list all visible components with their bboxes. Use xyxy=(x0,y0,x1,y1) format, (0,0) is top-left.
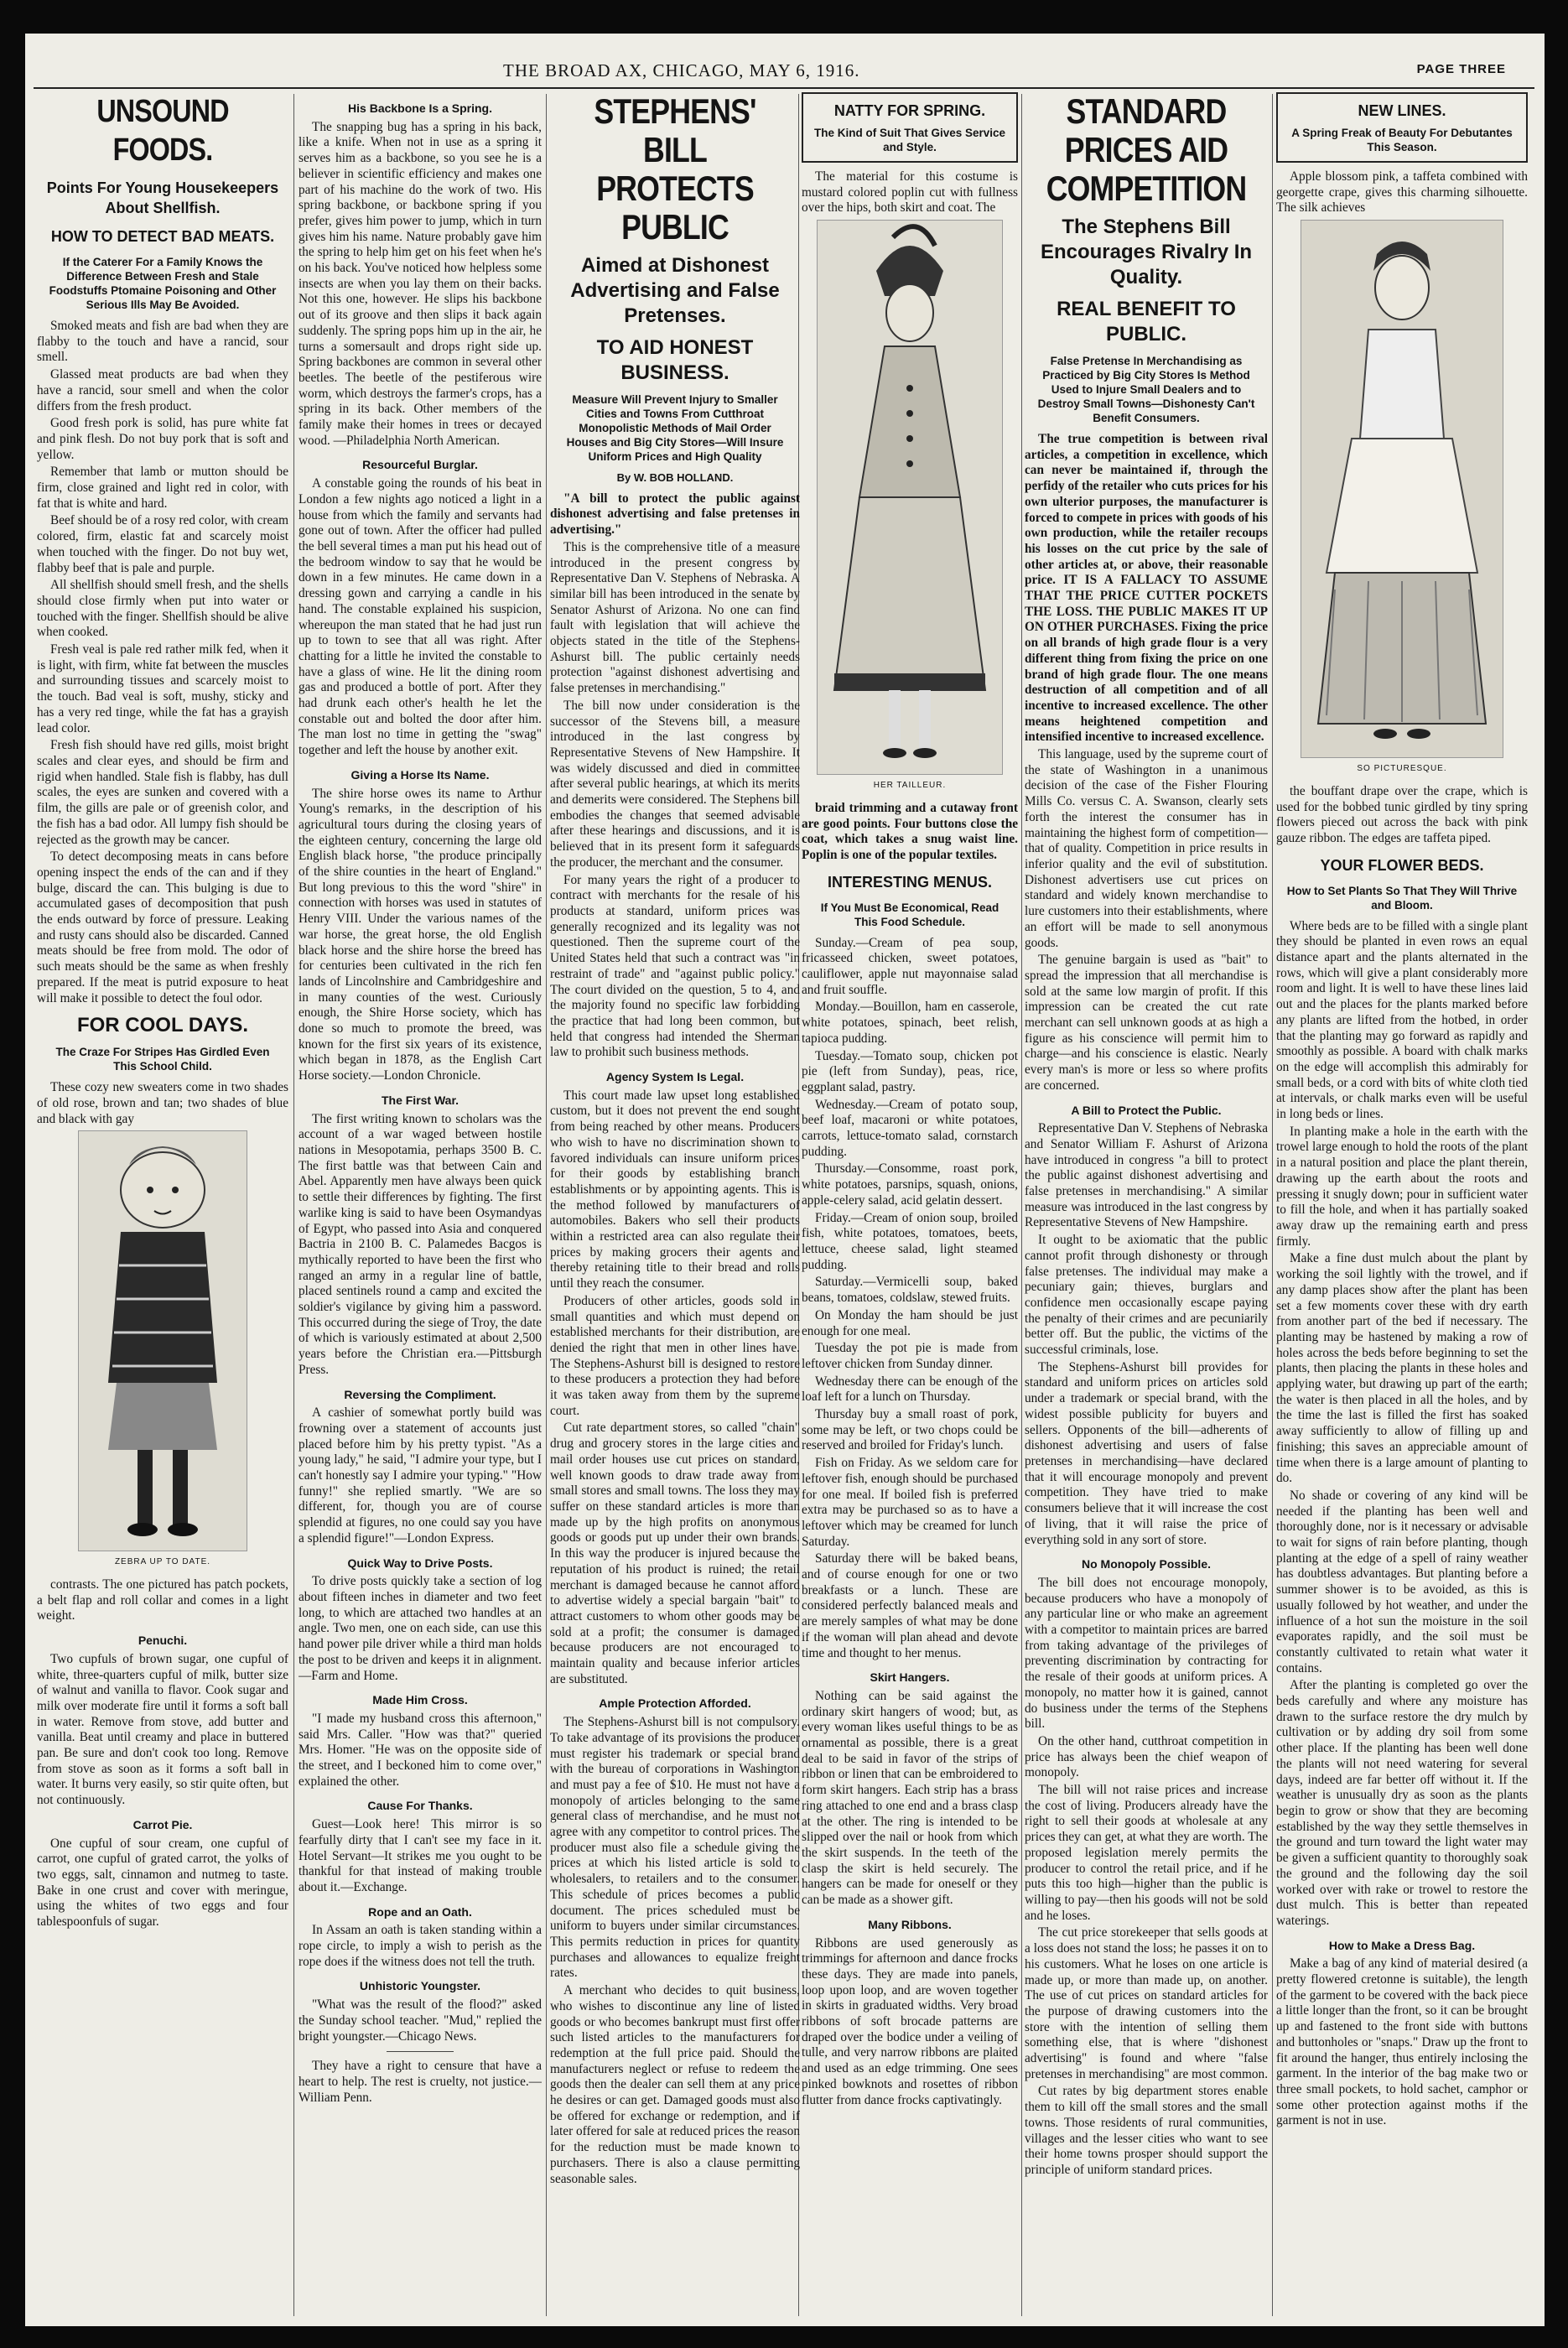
paragraph: Tuesday the pot pie is made from leftover chicken from Sunday dinner. xyxy=(802,1341,1018,1371)
masthead-rule xyxy=(34,87,1534,89)
item-text: A cashier of somewhat portly build was frowning over a statement of accounts just placed before him by his pretty typist. "As a young lady," he said, "I admire your type, but I can't honestly say I admire your typing." "How funny!" she replied smartly. "We are so different, for, though you are of course splendid at figures, no one could say you have a splendid figure!"—London Express. xyxy=(299,1405,542,1545)
headline-box xyxy=(802,92,1018,163)
menu-item: Saturday.—Vermicelli soup, baked beans, tomatoes, coldslaw, stewed fruits. xyxy=(802,1275,1018,1306)
paragraph: Cut rate department stores, so called "chain" drug and grocery stores in the large cities and mail order houses use cut prices on standard, well known goods to draw trade away from small stores and small towns. The loss they may suffer on these standard articles is more than made up by the high profits on anonymous goods or goods put up under their own brands. In this way the producer is injured because the reputation of his product is ruined; the retail merchant is damaged because he cannot afford to advertise widely a special bargain "bait" to attract customers to whom other goods may be sold at a profit; the consumer is damaged because producers are not encouraged to maintain quality and because inferior articles are substituted. xyxy=(550,1421,800,1686)
deck: A Spring Freak of Beauty For Debutantes This Season. xyxy=(1291,127,1513,153)
paragraph: Make a bag of any kind of material desired (a pretty flowered cretonne is suitable), the length of the garment to be covered with the back piece a little longer than the front, so it can be brought up and fastened to the front side with buttons and buttonholes or "snaps." Draw up the front to fit around the hanger, thus entirely inclosing the garment. In the interior of the bag make two or three small pockets, to hold sachet, camphor or some other protection against moths if the garment is not in use. xyxy=(1276,1956,1528,2128)
column-rule xyxy=(293,94,294,2316)
paragraph: Ribbons are used generously as trimmings for afternoon and dance frocks these days. They are made into panels, loop upon loop, and are woven together in skirts in graduated widths. Very broad ribbons of soft brocade patterns are draped over the bodice under a veiling of tulle, and very narrow ribbons are plaited and used as an edge trimming. One sees pinked bowknots and rosettes of ribbon flutter from dance frocks captivatingly. xyxy=(802,1935,1018,2107)
paragraph: On the other hand, cutthroat competition in price has always been the chief weapon of monopoly. xyxy=(1025,1733,1268,1780)
paragraph: For many years the right of a producer to contract with merchants for the resale of his products at standard, uniform prices was generally recognized and its legality was not questioned. Then the supreme court of the United States held that such a contract was "in restraint of trade" and "against public policy." The court divided on the question, 5 to 4, and the majority found no specific law forbidding the practice that had long been common, but held that congress had intended the Sherman law to prohibit such business methods. xyxy=(550,872,800,1060)
paragraph: Apple blossom pink, a taffeta combined with georgette crape, gives this charming silhouette. The silk achieves xyxy=(1276,169,1528,216)
deck: Measure Will Prevent Injury to Smaller Cities and Towns From Cutthroat Monopolistic Methods of Mail Order Houses and Big City Stores—Will Insure Uniform Prices and High Quality xyxy=(566,393,784,463)
deck: The Kind of Suit That Gives Service and Style. xyxy=(813,127,1006,153)
paragraph: The genuine bargain is used as "bait" to spread the impression that all merchandise is sold at the same low margin of profit. If this impression can be created the cut rate merchant can sell unknown goods at as high a figure as his conscience will permit him to charge—and his conscience is elastic. Nearly every man's is more or less so where profits are concerned. xyxy=(1025,953,1268,1093)
paragraph: The Stephens-Ashurst bill provides for standard and uniform prices on articles sold under a trademark or special brand, with the widest possible publicity for buyers and sellers. Opponents of the bill—adherents of dishonest advertising and users of false pretenses in merchandising—have declared that it will encourage monopoly and prevent competition. They have tried to make consumers believe that it will increase the cost of living, that it will raise the price of everything sold in any sort of store. xyxy=(1025,1359,1268,1547)
paragraph: The cut price storekeeper that sells goods at a loss does not stand the loss; he passes it on to his customers. What he loses on one article is made up, or more than made up, on another. The use of cut prices on standard articles for the purpose of drawing customers into the store with the intention of selling them something else, that is where "dishonest advertising" is found and where "false pretenses in merchandising" are most common. xyxy=(1025,1925,1268,2081)
paragraph: Make a fine dust mulch about the plant by working the soil lightly with the trowel, and if any damp places show after the plant has been set a few moments cover these with dry earth from another part of the bed if necessary. The planting may be hastened by making a row of holes across the beds before beginning to set the plants, then placing the plants in these holes and applying water, but drawing up part of the earth; the water is then placed in all the holes, and by the time the last is filled the first has soaked away sufficiently to allow of filling up and finishing; this saves an appreciable amount of time when there is a large amount of planting to do. xyxy=(1276,1251,1528,1486)
item-text: Guest—Look here! This mirror is so fearfully dirty that I can't see my face in it. Hotel Servant—It strikes me you ought to be thankful for that instead of making trouble about it.—Exchange. xyxy=(299,1817,542,1894)
recipe-text: One cupful of sour cream, one cupful of carrot, one cupful of grated carrot, the yolks of two eggs, salt, cinnamon and nutmeg to taste. Bake in one crust and cover with meringue, using the whites of two eggs and four tablespoonfuls of sugar. xyxy=(37,1836,288,1930)
paragraph: Fresh fish should have red gills, moist bright scales and clear eyes, and should be firm and rigid when handled. Stale fish is flabby, has dull scales, the eyes are sunken and covered with a film, the gills are pale or of greenish color, and the fish has a bad odor. All lumpy fish should be rejected as the growth may be cancer. xyxy=(37,738,288,847)
item-heading: Resourceful Burglar. xyxy=(362,458,478,472)
debutante-gown-illustration xyxy=(1301,220,1503,758)
column-new-lines xyxy=(1276,92,1528,2319)
subhead: Skirt Hangers. xyxy=(870,1670,950,1685)
menu-item: Thursday.—Consomme, roast pork, white potatoes, parsnips, squash, onions, apple-celery salad, acid gelatin dessert. xyxy=(802,1161,1018,1208)
column-rule xyxy=(1272,94,1273,2316)
paragraph: Where beds are to be filled with a single plant they should be planted in even rows an equal distance apart and the plants alternated in the rows, which will give a plant considerably more room and light. It is well to have these lines laid out and the places for the plants marked before any plants are lifted from the hotbed, in order that the planting may go forward as rapidly and smoothly as possible. A board with chalk marks on the edge will accomplish this admirably for small beds, or a cord with bits of white cloth tied at intervals, or chalk marks even will be useful in long beds or lines. xyxy=(1276,918,1528,1122)
subhead: Many Ribbons. xyxy=(868,1917,952,1931)
item-heading: His Backbone Is a Spring. xyxy=(348,101,492,115)
paragraph: A merchant who decides to quit business, who wishes to discontinue any line of listed goods or who becomes bankrupt must first offer such listed articles to the manufacturers for redemption at the full price paid. Should the manufacturers neglect or refuse to redeem the goods then the dealer can sell them at any price he desires or can get. Damaged goods must also be offered for exchange or redemption, and if later offered for sale at reduced prices the reason for the reduction must be made known to purchasers. There is also a clause permitting seasonable sales. xyxy=(550,1983,800,2186)
menu-item: Wednesday.—Cream of potato soup, beef loaf, macaroni or white potatoes, carrots, lettuce-tomato salad, cornstarch pudding. xyxy=(802,1097,1018,1159)
paragraph: To detect decomposing meats in cans before opening inspect the ends of the can and if they bulge, discard the can. This bulging is due to accumulated gases of decomposition that push the ends outward by force of pressure. Leaking and rusty cans should also be discarded. Canned meats should be free from mold. The odor of such meats should be the same as when freshly prepared. If the meat is putrid exposure to heat will make it possible to detect the foul odor. xyxy=(37,849,288,1005)
paragraph: This is the comprehensive title of a measure introduced in the present congress by Representative Dan V. Stephens of Nebraska. A similar bill has been introduced in the senate by Senator Ashurst of Arizona. No one can find fault with legislation that will achieve the objects stated in the title of the Stephens-Ashurst bill. The public certainly needs protection "against dishonest advertising and false pretenses in merchandising." xyxy=(550,539,800,696)
paragraph: Representative Dan V. Stephens of Nebraska and Senator William F. Ashurst of Arizona have introduced in congress "a bill to protect the public against dishonest advertising and false pretenses in merchandising." A similar measure was introduced in the last congress by Representative Stevens of New Hampshire. xyxy=(1025,1121,1268,1230)
paragraph: Fish on Friday. As we seldom care for leftover fish, enough should be purchased for one meal. If boiled fish is preferred extra may be purchased so as to have a leftover which may be creamed for lunch Saturday. xyxy=(802,1456,1018,1549)
paragraph: Fresh veal is pale red rather milk fed, when it is light, with firm, white fat between the muscles and surrounding tissues and scarcely moist to the touch. Bad veal is soft, mushy, sticky and has a very red tinge, while the fat has a grayish lead color. xyxy=(37,642,288,735)
article-body xyxy=(37,319,288,1006)
scan-border-top xyxy=(0,0,1568,34)
paragraph: After the planting is completed go over the beds carefully and where any moisture has drawn to the surface restore the dry mulch by cultivation or by adding dry soil from some other place. If the planting has been well done the plants will not need watering for several days, indeed are far better off without it. If the weather is unusually dry as soon as the plants begin to grow or show that they are becoming established by the way they settle themselves in the ground and turn toward the light water may be given a sufficient quantity to thoroughly soak the ground and the following day the soil worked over with rake or trowel to restore the dust mulch. This is better than repeated waterings. xyxy=(1276,1678,1528,1928)
item-heading: Unhistoric Youngster. xyxy=(359,1979,481,1993)
item-heading: Cause For Thanks. xyxy=(367,1799,473,1813)
deck: How to Set Plants So That They Will Thrive and Bloom. xyxy=(1286,884,1518,912)
paragraph: This court made law upset long established custom, but it does not prevent the end sought from being reached by other means. Producers who wish to have no discrimination shown to favored individuals can insure uniform prices for their goods by establishing branch establishments or by appointing agents. This is the method followed by manufacturers of automobiles. Bakers who sell their products within a restricted area can also regulate their prices by making grocers their agents and thereby retaining title to their bread and rolls until they reach the consumer. xyxy=(550,1088,800,1291)
paragraph: Beef should be of a rosy red color, with cream colored, firm, elastic fat and scarcely moist when touched with the finger. Do not buy wet, flabby beef that is pale and purple. xyxy=(37,513,288,575)
column-rule xyxy=(1021,94,1022,2316)
item-heading: Rope and an Oath. xyxy=(368,1904,472,1919)
masthead: THE BROAD AX, CHICAGO, MAY 6, 1916. xyxy=(503,60,860,81)
menu-item: Tuesday.—Tomato soup, chicken pot pie (left from Sunday), peas, rice, eggplant salad, pastry. xyxy=(802,1048,1018,1094)
paragraph: On Monday the ham should be just enough for one meal. xyxy=(802,1307,1018,1338)
paragraph: The bill will not raise prices and increase the cost of living. Producers already have the right to sell their goods at wholesale at any prices they can get, at what they are worth. The proposed legislation merely permits the producer to control the retail price, and if he puts this too high—higher than the public is willing to pay—then his goods will not be sold and he loses. xyxy=(1025,1783,1268,1923)
byline: By W. BOB HOLLAND. xyxy=(616,471,734,484)
paragraph: contrasts. The one pictured has patch pockets, a belt flap and roll collar and comes in a light weight. xyxy=(37,1577,288,1623)
section-heading: TO AID HONEST BUSINESS. xyxy=(596,336,754,384)
photo-caption: ZEBRA UP TO DATE. xyxy=(114,1557,211,1567)
paragraph: the bouffant drape over the crape, which is used for the bobbed tunic girdled by tiny spring flowers pieced out across the back with pink gauze ribbon. The edges are taffeta piped. xyxy=(1276,783,1528,845)
headline: STEPHENS' BILL PROTECTS PUBLIC xyxy=(594,92,756,247)
paragraph: No shade or covering of any kind will be needed if the planting has been well and thoroughly done, nor is it necessary or advisable to wait for signs of rain before planting, though planting at the edge of a spell of rainy weather has doubtless advantages. But planting before a summer shower is to be avoided, as this is usually followed by hot weather, and under the influence of a hot sun the moisture in the soil evaporates rapidly, and the soil must be constantly cultivated to retain what water it contains. xyxy=(1276,1488,1528,1675)
column-standard-prices xyxy=(1025,92,1268,2319)
paragraph: The bill does not encourage monopoly, because producers who have a monopoly of any particular line or who make an agreement with a competitor to maintain prices are barred from taking advantage of the privileges of preventing discrimination by contracting for the resale of their goods at uniform prices. A monopoly, no matter how it is gained, cannot do business under the terms of the Stephens bill. xyxy=(1025,1575,1268,1732)
item-heading: The First War. xyxy=(381,1093,459,1107)
recipe-heading: Penuchi. xyxy=(138,1634,188,1648)
recipe-text: Two cupfuls of brown sugar, one cupful of white, three-quarters cupful of milk, butter size of walnut and vanilla to flavor. Cook sugar and milk over moderate fire until it forms a soft ball in water. Remove from stove, add butter and vanilla. Beat until creamy and place in buttered pan. Be sure and don't cook too long. Remove from stove as soon as it forms a soft ball in water. It burns very easily, so stir quite often, but not continuously. xyxy=(37,1651,288,1808)
scan-border-right xyxy=(1545,0,1568,2348)
subheadline: Aimed at Dishonest Advertising and False Pretenses. xyxy=(570,254,780,327)
paragraph: Smoked meats and fish are bad when they are flabby to the touch and have a rancid, sour smell. xyxy=(37,319,288,365)
deck: If the Caterer For a Family Knows the Difference Between Fresh and Stale Foodstuffs Ptomaine Poisoning and Other Serious Ills May Be Avoided. xyxy=(49,256,277,311)
item-heading: Giving a Horse Its Name. xyxy=(350,767,490,782)
page-number: PAGE THREE xyxy=(1416,62,1506,76)
item-text: A constable going the rounds of his beat in London a few nights ago noticed a light in a house from which the family and servants had gone out of town. After the officer had pulled the bell several times a man put his head out of the bedroom window to say that he would be down in a few minutes. He came down in a dressing gown and carrying a candle in his hand. The constable explained his suspicion, whereupon the man stated that he had just run up to town to see that all was right. After chatting for a little he invited the constable to have a glass of wine. He lit the dining room gas and produced a bottle of port. After they had drunk each other's health he let the constable out and bolted the door after him. The man lost no time in getting the "swag" together and left the house by another exit. xyxy=(299,476,542,758)
section-heading: INTERESTING MENUS. xyxy=(827,873,992,891)
paragraph: Glassed meat products are bad when they have a rancid, sour smell and when the color differs from the fresh product. xyxy=(37,367,288,413)
paragraph: Wednesday there can be enough of the loaf left for a lunch on Thursday. xyxy=(802,1374,1018,1405)
headline: STANDARD PRICES AID COMPETITION xyxy=(1046,92,1247,208)
column-rule xyxy=(546,94,547,2316)
paragraph: Thursday buy a small roast of pork, some may be left, or two chops could be reserved and broiled for Friday's lunch. xyxy=(802,1407,1018,1453)
paragraph: The Stephens-Ashurst bill is not compulsory. To take advantage of its provisions the producer must register his trademark or special brand with the bureau of corporations in Washington and must pay a fee of $10. He must not have a monopoly of articles belonging to the same general class of merchandise, and he must not agree with any competitor to control prices. The producer must also file a schedule giving the prices at which his listed article is sold to wholesalers, to retailers and to the consumer. This schedule of prices becomes a public document. The prices scheduled must be uniform to buyers under similar circumstances. This permits reduction in prices for quantity purchases and allowances to equalize freight rates. xyxy=(550,1715,800,1981)
paragraph: The material for this costume is mustard colored poplin cut with fullness over the hips, both skirt and coat. The xyxy=(802,169,1018,216)
section-heading: HOW TO DETECT BAD MEATS. xyxy=(50,228,275,245)
paragraph: In planting make a hole in the earth with the trowel large enough to hold the roots of the plant in a natural position and place the plant therein, drawing up the earth about the roots and pressing it snugly down; pour in sufficient water to fill the hole, and when it has partially soaked away draw up the remaining earth and press firmly. xyxy=(1276,1124,1528,1249)
subheadline: The Stephens Bill Encourages Rivalry In Quality. xyxy=(1040,216,1253,288)
recipe-heading: Carrot Pie. xyxy=(132,1817,193,1831)
subhead: No Monopoly Possible. xyxy=(1081,1557,1211,1571)
subhead: Agency System Is Legal. xyxy=(605,1070,745,1084)
headline: NATTY FOR SPRING. xyxy=(833,102,986,119)
section-heading: REAL BENEFIT TO PUBLIC. xyxy=(1057,298,1236,345)
column-unsound-foods xyxy=(37,92,288,2319)
menu-item: Monday.—Bouillon, ham en casserole, white potatoes, spinach, beet relish, tapioca pudding. xyxy=(802,1000,1018,1046)
item-text: They have a right to censure that have a heart to help. The rest is cruelty, not justice.—William Penn. xyxy=(299,2059,542,2105)
scan-border-left xyxy=(0,0,25,2348)
deck: The Craze For Stripes Has Girdled Even This School Child. xyxy=(55,1046,270,1073)
lead-quote: "A bill to protect the public against dishonest advertising and false pretenses in advertising." xyxy=(550,491,800,538)
deck: False Pretense In Merchandising as Practiced by Big City Stores Is Method Used to Injure Small Dealers and to Destroy Small Towns—Dishonesty Can't Benefit Consumers. xyxy=(1037,355,1255,424)
headline-box xyxy=(1276,92,1528,163)
menu-item: Friday.—Cream of onion soup, broiled fish, white potatoes, tomatoes, beets, lettuce, cheese salad, light steamed pudding. xyxy=(802,1210,1018,1272)
menu-item: Sunday.—Cream of pea soup, fricasseed chicken, sweet potatoes, cauliflower, apple nut mayonnaise salad and fruit souffle. xyxy=(802,935,1018,997)
paragraph: It ought to be axiomatic that the public cannot profit through dishonesty or through false pretenses. The individual may make a pecuniary gain; thieves, burglars and confidence men occasionally escape paying the penalty of their crimes and are pecuniarily better off. But the public, the victims of the successful criminals, lose. xyxy=(1025,1233,1268,1358)
subhead: Ample Protection Afforded. xyxy=(599,1696,751,1711)
item-text: To drive posts quickly take a section of log about fifteen inches in diameter and two feet long, to which are attached two handles at an angle. Two men, one on each side, can use this hand power pile driver while a third man holds the post to be driven and keeps it in alignment.—Farm and Home. xyxy=(299,1574,542,1683)
paragraph: Nothing can be said against the ordinary skirt hangers of wood; but, as every woman likes useful things to be as ornamental as possible, there is a great deal to be said in favor of the strips of ribbon or linen that can be embroidered to form skirt hangers. Each strip has a brass ring attached to one end and a brass clasp at the other. The ring is intended to be slipped over the nail or hook from which the skirt suspends. In the teeth of the clasp the skirt is held securely. The hangers can be made for oneself or they can be made as a shower gift. xyxy=(802,1688,1018,1908)
subhead: How to Make a Dress Bag. xyxy=(1328,1938,1476,1952)
headline: UNSOUND FOODS. xyxy=(96,94,229,168)
section-heading: FOR COOL DAYS. xyxy=(76,1014,249,1037)
item-text: "I made my husband cross this afternoon," said Mrs. Caller. "How was that?" queried Mrs. Homer. "He was on the opposite side of the street, and I beckoned him to come over," explained the other. xyxy=(299,1711,542,1789)
column-natty-for-spring xyxy=(802,92,1018,2319)
paragraph: All shellfish should smell fresh, and the shells should close firmly when put into water or touched with the finger. Shellfish should be alive when cooked. xyxy=(37,578,288,640)
woman-in-suit-illustration xyxy=(817,220,1003,775)
paragraph: braid trimming and a cutaway front are good points. Four buttons close the coat, which takes a snug waist line. Poplin is one of the popular textiles. xyxy=(802,800,1018,862)
photo-caption: HER TAILLEUR. xyxy=(873,781,947,791)
subheadline: Points For Young Housekeepers About Shellfish. xyxy=(46,179,279,216)
item-text: "What was the result of the flood?" asked the Sunday school teacher. "Mud," replied the bright youngster.—Chicago News. xyxy=(299,1997,542,2044)
paragraph: The bill now under consideration is the successor of the Stevens bill, a measure introduced in the last congress by Representative Stevens of New Hampshire. It was widely discussed and died in committee after several public hearings, at which its merits and demerits were considered. The Stephens bill embodies the changes that seemed advisable after these hearings and discussions, and it is believed that in its present form it safeguards the producer, the merchant and the consumer. xyxy=(550,698,800,870)
paragraph: These cozy new sweaters come in two shades of old rose, brown and tan; two shades of blue and black with gay xyxy=(37,1080,288,1126)
item-heading: Reversing the Compliment. xyxy=(344,1387,496,1401)
paragraph: Saturday there will be baked beans, and of course enough for one or two breakfasts or a lunch. These are considered perfectly balanced meals and are merely samples of what may be done if the woman will plan ahead and devote time and thought to her menus. xyxy=(802,1551,1018,1660)
paragraph: This language, used by the supreme court of the state of Washington in a unanimous decision of the case of the Fisher Flouring Mills Co. versus C. A. Swanson, clearly sets forth the interest the consumer has in maintaining the highest form of competition—that of quality. Competition in price results in inferior quality and the evil of substitution. Dishonest advertisers use cut prices on standard and widely known merchandise to lure customers into their establishments, where an effort will be made to sell anonymous goods. xyxy=(1025,747,1268,950)
item-heading: Quick Way to Drive Posts. xyxy=(347,1556,493,1570)
bold-lead: The true competition is between rival articles, a competition in excellence, which can never be maintained if, through the perfidy of the retailer who cuts prices for his own ulterior purposes, the manufacturer is forced to compete in prices with goods of his own production, while the retailer recoups his losses on the cut price by the sale of other articles at, or above, their reasonable price. IT IS A FALLACY TO ASSUME THAT THE PRICE CUTTER POCKETS THE LOSS. THE PUBLIC MAKES IT UP ON OTHER PURCHASES. Fixing the price on all brands of high grade flour is a very different thing from fixing the price on one brand of high grade flour. The one means destruction of all competition and of all incentive to increased excellence. The other means heightened competition and intensified incentive to increased excellence. xyxy=(1025,432,1268,745)
section-heading: YOUR FLOWER BEDS. xyxy=(1320,856,1484,874)
paragraph: Producers of other articles, goods sold in small quantities and which must depend on established merchants for their distribution, are denied the right that men in other lines have. The Stephens-Ashurst bill is designed to restore to these producers a protection they had before it was taken away from them by the supreme court. xyxy=(550,1293,800,1418)
paragraph: Remember that lamb or mutton should be firm, close grained and light red in color, with fat that is white and hard. xyxy=(37,465,288,511)
item-text: The shire horse owes its name to Arthur Young's remarks, in the description of his agricultural tours during the closing years of the eighteen century, concerning the large old English black horse, "the produce principally of the shire counties in the heart of England." But long previous to this the word "shire" in connection with horses was used in statutes of Henry VIII. Under the various names of the war horse, the great horse, the old English black horse and the shire horse the breed has for centuries been cultivated in the rich fen lands of Lincolnshire and Cambridgeshire and in many counties of the west. Curiously enough, the Shire Horse society, which has done so much to promote the breed, was known for the first six years of its existence, which began in 1878, as the English Cart Horse society.—London Chronicle. xyxy=(299,786,542,1083)
paragraph: Cut rates by big department stores enable them to kill off the small stores and the small towns. Those residents of rural communities, villages and the lesser cities who want to see their home towns prosper should support the principle of uniform standard prices. xyxy=(1025,2084,1268,2177)
column-stephens-bill xyxy=(550,92,800,2319)
item-text: In Assam an oath is taken standing within a rope circle, to imply a wish to perish as the rope does if the witness does not tell the truth. xyxy=(299,1923,542,1969)
subhead: A Bill to Protect the Public. xyxy=(1071,1103,1222,1117)
scan-border-bottom xyxy=(0,2326,1568,2348)
column-short-items xyxy=(299,92,542,2319)
photo-caption: SO PICTURESQUE. xyxy=(1357,764,1447,774)
item-text: The snapping bug has a spring in his back, like a knife. When not in use as a spring it serves him as a backbone, so you see he is a believer in scientific efficiency and makes one part of his machine do the work of two. His spring backbone, or backbone spring if you prefer, gives him power to jump, which in turn gives him his name. Nature probably gave him the spring to help him get on his feet when he's on his back. You've noticed how helpless some insects are when you lay them on their backs. Not this one, however. He slips his backbone out of its groove and then slips it back again suddenly. The spring pops him up in the air, he turns a somersault and drops right side up. Spring backbones are common in several other beetles. The beetle of the pestiferous wire worm, which destroys the farmer's crops, has a spring in its back. Other members of the family make their homes in trees or decayed wood. —Philadelphia North American. xyxy=(299,119,542,448)
girl-in-sweater-illustration xyxy=(78,1130,247,1551)
paragraph: Good fresh pork is solid, has pure white fat and pink flesh. Do not buy pork that is soft and yellow. xyxy=(37,416,288,462)
deck: If You Must Be Economical, Read This Food Schedule. xyxy=(820,901,999,928)
divider xyxy=(387,2051,454,2052)
headline: NEW LINES. xyxy=(1358,102,1446,119)
item-text: The first writing known to scholars was the account of a war waged between hostile nations in Mesopotamia, perhaps 3500 B. C. The first battle was that between Cain and Abel. Apparently men have always been quick to settle their differences by fighting. The first warlike king is said to have been Osymandyas of Egypt, who passed into Asia and conquered Bactria in 2100 B. C. Palamedes Bacgos is mythically reported to have been the first who ranged an army in a regular line of battle, placed sentinels round a camp and excited the soldier's vigilance by giving him a password. This occurred during the siege of Troy, the date of which is variously estimated at about 2,500 years before the Christian era.—Pittsburgh Press. xyxy=(299,1111,542,1377)
item-heading: Made Him Cross. xyxy=(372,1693,468,1707)
